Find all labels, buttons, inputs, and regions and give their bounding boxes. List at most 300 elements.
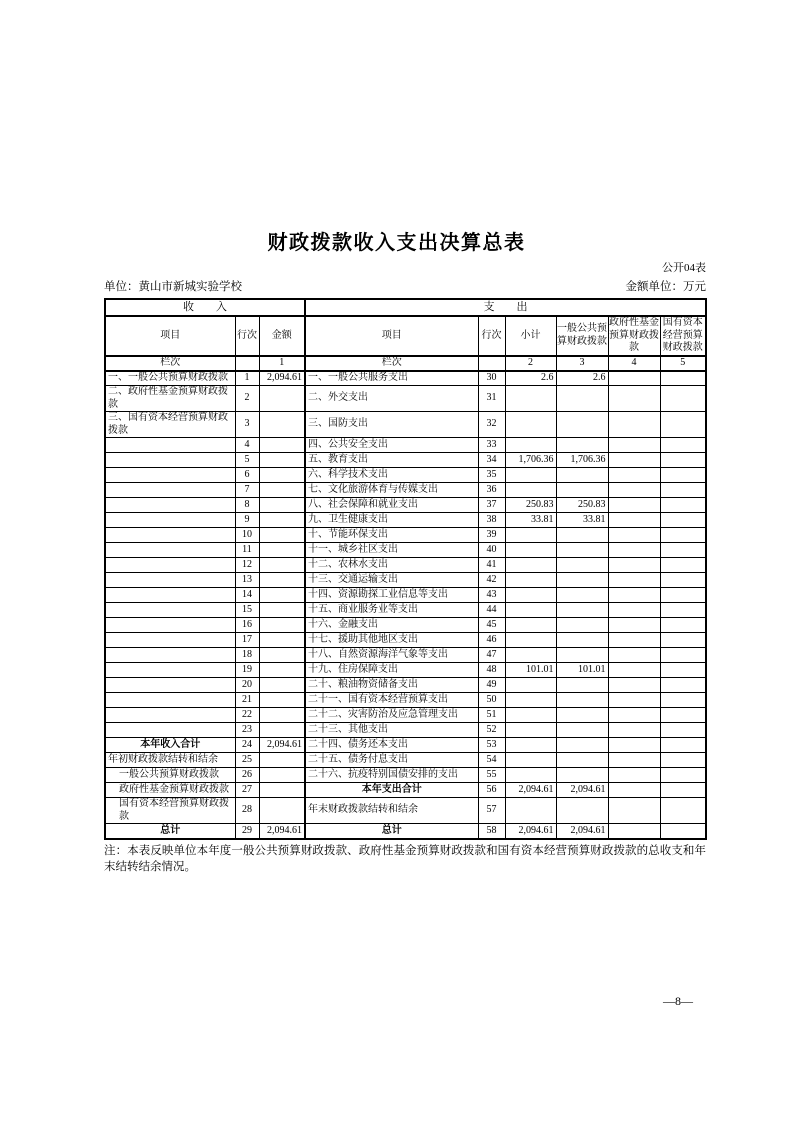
expense-subtotal-cell (505, 558, 556, 573)
expense-subtotal-cell (505, 678, 556, 693)
income-item-cell (105, 528, 235, 543)
expense-general-cell (556, 753, 608, 768)
income-item-cell (105, 453, 235, 468)
expense-item-cell: 九、卫生健康支出 (305, 513, 478, 528)
expense-fund-cell (608, 783, 660, 798)
expense-fund-cell (608, 483, 660, 498)
expense-rowno-cell: 30 (478, 371, 505, 386)
expense-general-cell (556, 693, 608, 708)
expense-capital-cell (660, 678, 706, 693)
fiscal-appropriation-table (104, 298, 707, 840)
income-amount-cell (259, 573, 305, 588)
expense-subtotal-cell (505, 618, 556, 633)
expense-general-cell (556, 438, 608, 453)
expense-rowno-cell: 32 (478, 412, 505, 438)
income-amount-cell (259, 603, 305, 618)
expense-item-cell: 二十四、债务还本支出 (305, 738, 478, 753)
income-amount-cell (259, 513, 305, 528)
income-item-cell (105, 618, 235, 633)
expense-subtotal-cell (505, 528, 556, 543)
expense-general-cell (556, 633, 608, 648)
capital-colnum: 5 (660, 356, 706, 371)
govt-fund-header: 政府性基金预算财政拨款 (608, 316, 660, 356)
expense-capital-cell (660, 386, 706, 412)
expense-fund-cell (608, 663, 660, 678)
subtotal-header: 小计 (505, 316, 556, 356)
expense-capital-cell (660, 528, 706, 543)
income-rowno-cell: 20 (235, 678, 259, 693)
income-amount-cell (259, 753, 305, 768)
expense-rowno-cell: 47 (478, 648, 505, 663)
table-row (105, 723, 706, 738)
unit-label: 单位：黄山市新城实验学校 (104, 281, 242, 293)
expense-general-cell (556, 543, 608, 558)
income-item-cell (105, 498, 235, 513)
expense-capital-cell (660, 824, 706, 839)
expense-capital-cell (660, 371, 706, 386)
expense-rowno-cell: 56 (478, 783, 505, 798)
table-row (105, 824, 706, 839)
income-rowno-cell: 17 (235, 633, 259, 648)
expense-fund-cell (608, 708, 660, 723)
table-row (105, 618, 706, 633)
expense-rowno-cell: 31 (478, 386, 505, 412)
income-item-cell (105, 573, 235, 588)
expense-item-cell: 二十、粮油物资储备支出 (305, 678, 478, 693)
expense-capital-cell (660, 648, 706, 663)
expense-rowno-cell: 53 (478, 738, 505, 753)
income-amount-cell (259, 783, 305, 798)
income-item-header: 项目 (105, 316, 235, 356)
income-rowno-cell: 19 (235, 663, 259, 678)
expense-subtotal-cell: 2,094.61 (505, 824, 556, 839)
expense-capital-cell (660, 693, 706, 708)
income-amount-cell (259, 412, 305, 438)
income-item-cell: 三、国有资本经营预算财政拨款 (105, 412, 235, 438)
income-colnum-label: 栏次 (105, 356, 235, 371)
expense-capital-cell (660, 513, 706, 528)
income-item-cell (105, 543, 235, 558)
expense-capital-cell (660, 753, 706, 768)
expense-general-cell: 33.81 (556, 513, 608, 528)
expense-item-cell: 三、国防支出 (305, 412, 478, 438)
table-row (105, 498, 706, 513)
income-item-cell (105, 648, 235, 663)
state-capital-header: 国有资本经营预算财政拨款 (660, 316, 706, 356)
expense-item-cell: 六、科学技术支出 (305, 468, 478, 483)
expense-rowno-cell: 58 (478, 824, 505, 839)
expense-capital-cell (660, 573, 706, 588)
income-rowno-cell: 26 (235, 768, 259, 783)
table-row (105, 412, 706, 438)
income-rowno-cell: 29 (235, 824, 259, 839)
expense-general-cell (556, 648, 608, 663)
table-row (105, 453, 706, 468)
income-rowno-header: 行次 (235, 316, 259, 356)
expense-fund-cell (608, 633, 660, 648)
expense-item-cell: 总计 (305, 824, 478, 839)
expense-general-cell (556, 483, 608, 498)
expense-item-cell: 年末财政拨款结转和结余 (305, 798, 478, 824)
expense-fund-cell (608, 453, 660, 468)
table-row (105, 633, 706, 648)
content-area (104, 260, 706, 876)
table-row (105, 693, 706, 708)
table-row (105, 708, 706, 723)
expense-capital-cell (660, 558, 706, 573)
income-amount-cell (259, 648, 305, 663)
expense-subtotal-cell: 2.6 (505, 371, 556, 386)
table-row (105, 513, 706, 528)
income-rowno-cell: 25 (235, 753, 259, 768)
expense-rowno-cell: 36 (478, 483, 505, 498)
expense-subtotal-cell (505, 386, 556, 412)
expense-section-header: 支 出 (305, 299, 706, 316)
expense-rowno-cell: 49 (478, 678, 505, 693)
expense-rowno-cell: 43 (478, 588, 505, 603)
amount-unit-label: 金额单位：万元 (625, 281, 706, 293)
expense-general-cell (556, 618, 608, 633)
expense-general-cell (556, 468, 608, 483)
income-rowno-cell: 22 (235, 708, 259, 723)
expense-item-cell: 十三、交通运输支出 (305, 573, 478, 588)
page-title: 财政拨款收入支出决算总表 (267, 230, 526, 254)
income-rowno-cell: 18 (235, 648, 259, 663)
expense-item-header: 项目 (305, 316, 478, 356)
income-amount-cell (259, 498, 305, 513)
expense-capital-cell (660, 468, 706, 483)
expense-fund-cell (608, 386, 660, 412)
expense-item-cell: 十九、住房保障支出 (305, 663, 478, 678)
expense-general-cell: 2.6 (556, 371, 608, 386)
income-item-cell (105, 678, 235, 693)
income-amount-cell (259, 543, 305, 558)
income-amount-cell (259, 528, 305, 543)
income-amount-cell (259, 558, 305, 573)
income-rowno-cell: 23 (235, 723, 259, 738)
expense-rowno-cell: 33 (478, 438, 505, 453)
income-rowno-cell: 5 (235, 453, 259, 468)
expense-rowno-cell: 40 (478, 543, 505, 558)
expense-fund-cell (608, 798, 660, 824)
expense-rowno-cell: 45 (478, 618, 505, 633)
table-note: 注：本表反映单位本年度一般公共预算财政拨款、政府性基金预算财政拨款和国有资本经营预算财政拨款的总收支和年末结转结余情况。 (104, 844, 706, 874)
income-rowno-cell: 9 (235, 513, 259, 528)
general-budget-header: 一般公共预算财政拨款 (556, 316, 608, 356)
income-item-cell: 一、一般公共预算财政拨款 (105, 371, 235, 386)
expense-subtotal-cell (505, 648, 556, 663)
expense-fund-cell (608, 412, 660, 438)
expense-subtotal-cell: 33.81 (505, 513, 556, 528)
table-body (105, 371, 706, 839)
expense-general-cell: 2,094.61 (556, 783, 608, 798)
income-item-cell: 总计 (105, 824, 235, 839)
expense-rowno-cell: 37 (478, 498, 505, 513)
income-item-cell (105, 558, 235, 573)
expense-subtotal-cell (505, 588, 556, 603)
expense-capital-cell (660, 723, 706, 738)
expense-subtotal-cell (505, 412, 556, 438)
income-amount-cell (259, 768, 305, 783)
expense-general-cell: 101.01 (556, 663, 608, 678)
expense-subtotal-cell (505, 633, 556, 648)
income-amount-cell (259, 708, 305, 723)
expense-subtotal-cell (505, 753, 556, 768)
expense-item-cell: 二十二、灾害防治及应急管理支出 (305, 708, 478, 723)
expense-colnum-label: 栏次 (305, 356, 478, 371)
expense-subtotal-cell (505, 708, 556, 723)
expense-rowno-cell: 55 (478, 768, 505, 783)
expense-general-cell: 2,094.61 (556, 824, 608, 839)
page-number: —8— (663, 994, 693, 1008)
expense-general-cell (556, 588, 608, 603)
table-row (105, 588, 706, 603)
expense-subtotal-cell (505, 483, 556, 498)
section-header-row (105, 299, 706, 316)
expense-capital-cell (660, 483, 706, 498)
income-item-cell (105, 663, 235, 678)
expense-rowno-cell: 48 (478, 663, 505, 678)
expense-subtotal-cell (505, 468, 556, 483)
expense-item-cell: 一、一般公共服务支出 (305, 371, 478, 386)
income-item-cell: 一般公共预算财政拨款 (105, 768, 235, 783)
expense-general-cell (556, 768, 608, 783)
table-row (105, 371, 706, 386)
income-item-cell (105, 513, 235, 528)
expense-fund-cell (608, 723, 660, 738)
expense-rowno-cell: 46 (478, 633, 505, 648)
subtotal-colnum: 2 (505, 356, 556, 371)
expense-rowno-cell: 52 (478, 723, 505, 738)
expense-subtotal-cell (505, 438, 556, 453)
meta-row (104, 277, 706, 298)
income-item-cell: 国有资本经营预算财政拨款 (105, 798, 235, 824)
expense-fund-cell (608, 603, 660, 618)
expense-rowno-cell: 35 (478, 468, 505, 483)
expense-subtotal-cell (505, 798, 556, 824)
expense-capital-cell (660, 588, 706, 603)
expense-subtotal-cell: 2,094.61 (505, 783, 556, 798)
table-row (105, 543, 706, 558)
general-colnum: 3 (556, 356, 608, 371)
expense-fund-cell (608, 693, 660, 708)
expense-rowno-cell: 41 (478, 558, 505, 573)
expense-item-cell: 十七、援助其他地区支出 (305, 633, 478, 648)
expense-general-cell (556, 678, 608, 693)
table-code-label: 公开04表 (662, 262, 706, 274)
expense-item-cell: 二十一、国有资本经营预算支出 (305, 693, 478, 708)
income-item-cell: 年初财政拨款结转和结余 (105, 753, 235, 768)
expense-general-cell (556, 708, 608, 723)
income-amount-cell: 2,094.61 (259, 824, 305, 839)
expense-rowno-header: 行次 (478, 316, 505, 356)
expense-fund-cell (608, 768, 660, 783)
expense-item-cell: 二十六、抗疫特别国债安排的支出 (305, 768, 478, 783)
expense-subtotal-cell (505, 738, 556, 753)
expense-general-cell (556, 798, 608, 824)
expense-item-cell: 五、教育支出 (305, 453, 478, 468)
expense-general-cell (556, 723, 608, 738)
table-row (105, 528, 706, 543)
table-row (105, 558, 706, 573)
income-item-cell (105, 588, 235, 603)
expense-fund-cell (608, 738, 660, 753)
expense-subtotal-cell (505, 603, 556, 618)
table-row (105, 603, 706, 618)
expense-item-cell: 二十三、其他支出 (305, 723, 478, 738)
income-rowno-cell: 4 (235, 438, 259, 453)
expense-general-cell (556, 386, 608, 412)
expense-capital-cell (660, 663, 706, 678)
table-row (105, 678, 706, 693)
income-rowno-cell: 2 (235, 386, 259, 412)
income-item-cell (105, 693, 235, 708)
expense-rowno-cell: 42 (478, 573, 505, 588)
table-row (105, 753, 706, 768)
income-amount-cell (259, 386, 305, 412)
income-rowno-cell: 6 (235, 468, 259, 483)
expense-rowno-colnum (478, 356, 505, 371)
income-rowno-cell: 7 (235, 483, 259, 498)
expense-subtotal-cell (505, 693, 556, 708)
income-amount-cell (259, 663, 305, 678)
expense-general-cell (556, 528, 608, 543)
expense-fund-cell (608, 528, 660, 543)
income-amount-cell (259, 588, 305, 603)
expense-subtotal-cell (505, 573, 556, 588)
expense-item-cell: 十二、农林水支出 (305, 558, 478, 573)
expense-item-cell: 七、文化旅游体育与传媒支出 (305, 483, 478, 498)
income-rowno-colnum (235, 356, 259, 371)
expense-general-cell (556, 573, 608, 588)
income-item-cell (105, 468, 235, 483)
table-row (105, 468, 706, 483)
column-header-row (105, 316, 706, 356)
table-row (105, 438, 706, 453)
expense-fund-cell (608, 753, 660, 768)
income-rowno-cell: 1 (235, 371, 259, 386)
income-amount-header: 金额 (259, 316, 305, 356)
income-item-cell: 本年收入合计 (105, 738, 235, 753)
expense-rowno-cell: 50 (478, 693, 505, 708)
income-amount-cell (259, 468, 305, 483)
income-item-cell: 政府性基金预算财政拨款 (105, 783, 235, 798)
expense-item-cell: 十、节能环保支出 (305, 528, 478, 543)
income-amount-cell (259, 453, 305, 468)
expense-subtotal-cell (505, 723, 556, 738)
income-rowno-cell: 15 (235, 603, 259, 618)
table-row (105, 738, 706, 753)
income-amount-cell (259, 693, 305, 708)
income-item-cell (105, 483, 235, 498)
expense-capital-cell (660, 453, 706, 468)
expense-fund-cell (608, 513, 660, 528)
expense-general-cell (556, 558, 608, 573)
table-row (105, 663, 706, 678)
expense-capital-cell (660, 498, 706, 513)
expense-capital-cell (660, 708, 706, 723)
expense-capital-cell (660, 603, 706, 618)
table-row (105, 768, 706, 783)
expense-general-cell (556, 738, 608, 753)
expense-fund-cell (608, 468, 660, 483)
expense-fund-cell (608, 438, 660, 453)
expense-subtotal-cell: 1,706.36 (505, 453, 556, 468)
income-item-cell (105, 708, 235, 723)
income-amount-cell (259, 678, 305, 693)
expense-fund-cell (608, 543, 660, 558)
expense-capital-cell (660, 738, 706, 753)
income-rowno-cell: 12 (235, 558, 259, 573)
column-number-row (105, 356, 706, 371)
expense-capital-cell (660, 633, 706, 648)
income-rowno-cell: 16 (235, 618, 259, 633)
expense-capital-cell (660, 412, 706, 438)
expense-item-cell: 四、公共安全支出 (305, 438, 478, 453)
income-section-header: 收 入 (105, 299, 305, 316)
expense-item-cell: 二、外交支出 (305, 386, 478, 412)
income-amount-cell: 2,094.61 (259, 738, 305, 753)
expense-fund-cell (608, 678, 660, 693)
income-rowno-cell: 11 (235, 543, 259, 558)
income-rowno-cell: 13 (235, 573, 259, 588)
income-item-cell (105, 723, 235, 738)
income-item-cell (105, 438, 235, 453)
expense-item-cell: 十八、自然资源海洋气象等支出 (305, 648, 478, 663)
income-rowno-cell: 21 (235, 693, 259, 708)
expense-rowno-cell: 44 (478, 603, 505, 618)
expense-fund-cell (608, 618, 660, 633)
income-amount-cell: 2,094.61 (259, 371, 305, 386)
expense-item-cell: 八、社会保障和就业支出 (305, 498, 478, 513)
income-amount-cell (259, 438, 305, 453)
expense-item-cell: 十六、金融支出 (305, 618, 478, 633)
table-row (105, 386, 706, 412)
expense-general-cell (556, 412, 608, 438)
income-rowno-cell: 27 (235, 783, 259, 798)
table-row (105, 783, 706, 798)
table-row (105, 648, 706, 663)
expense-capital-cell (660, 798, 706, 824)
income-amount-cell (259, 798, 305, 824)
expense-capital-cell (660, 438, 706, 453)
expense-fund-cell (608, 371, 660, 386)
expense-fund-cell (608, 573, 660, 588)
expense-capital-cell (660, 618, 706, 633)
expense-rowno-cell: 54 (478, 753, 505, 768)
expense-subtotal-cell: 250.83 (505, 498, 556, 513)
income-rowno-cell: 24 (235, 738, 259, 753)
expense-item-cell: 十五、商业服务业等支出 (305, 603, 478, 618)
income-amount-cell (259, 723, 305, 738)
income-item-cell: 二、政府性基金预算财政拨款 (105, 386, 235, 412)
fund-colnum: 4 (608, 356, 660, 371)
income-rowno-cell: 28 (235, 798, 259, 824)
expense-capital-cell (660, 768, 706, 783)
expense-rowno-cell: 39 (478, 528, 505, 543)
table-row (105, 483, 706, 498)
income-amount-cell (259, 483, 305, 498)
table-row (105, 573, 706, 588)
expense-capital-cell (660, 543, 706, 558)
expense-subtotal-cell (505, 543, 556, 558)
expense-fund-cell (608, 648, 660, 663)
expense-rowno-cell: 51 (478, 708, 505, 723)
expense-item-cell: 二十五、债务付息支出 (305, 753, 478, 768)
expense-subtotal-cell (505, 768, 556, 783)
expense-rowno-cell: 34 (478, 453, 505, 468)
expense-fund-cell (608, 558, 660, 573)
